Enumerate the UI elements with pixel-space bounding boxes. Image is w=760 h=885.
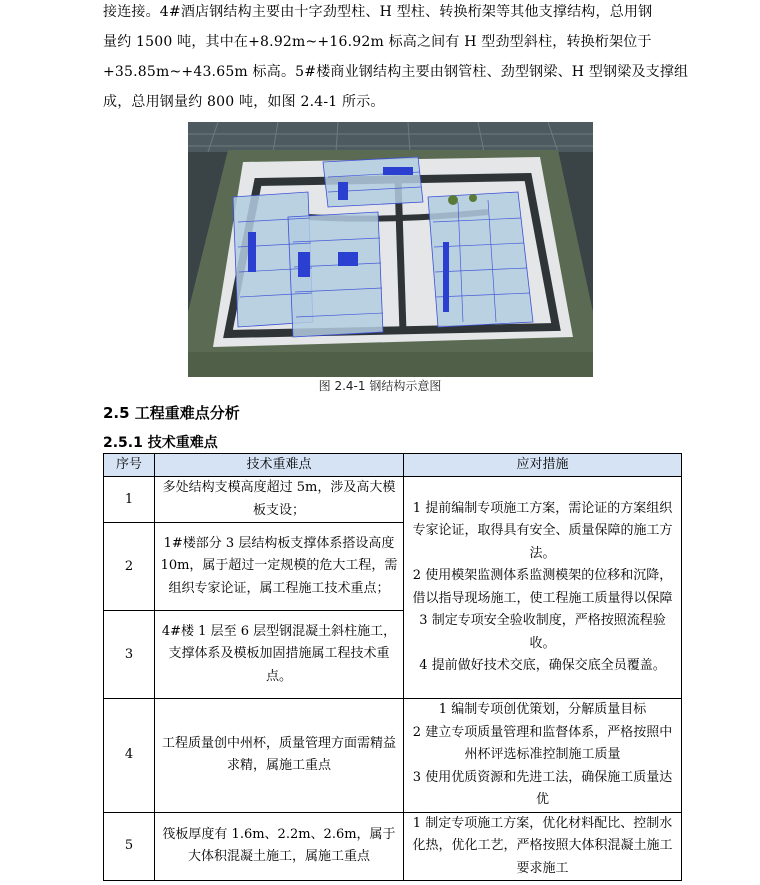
cell-difficulty: 工程质量创中州杯，质量管理方面需精益求精，属施工重点 xyxy=(155,699,404,813)
table-row xyxy=(104,699,682,813)
cell-measure: 1 制定专项施工方案，优化材料配比、控制水化热，优化工艺，严格按照大体积混凝土施工要求施工 xyxy=(404,812,682,881)
table-row xyxy=(104,812,682,881)
cell-no: 5 xyxy=(104,812,155,881)
section-heading: 2.5 工程重难点分析 xyxy=(103,404,240,422)
cell-no: 1 xyxy=(104,477,155,523)
figure-caption: 图 2.4-1 钢结构示意图 xyxy=(318,379,442,393)
cell-no: 3 xyxy=(104,611,155,699)
cell-difficulty: 筏板厚度有 1.6m、2.2m、2.6m，属于大体积混凝土施工，属施工重点 xyxy=(155,812,404,881)
cell-measure: 1 编制专项创优策划，分解质量目标 2 建立专项质量管理和监督体系，严格按照中州杯评选标准控制施工质量 3 使用优质资源和先进工法，确保施工质量达优 xyxy=(404,699,682,813)
cell-difficulty: 多处结构支模高度超过 5m，涉及高大模板支设； xyxy=(155,477,404,523)
difficulty-table xyxy=(103,453,682,881)
cell-difficulty: 1#楼部分 3 层结构板支撑体系搭设高度 10m，属于超过一定规模的危大工程，需组织专家论证，属工程施工技术重点； xyxy=(155,523,404,611)
cell-no: 4 xyxy=(104,699,155,813)
steel-structure-figure xyxy=(188,122,593,377)
header-no: 序号 xyxy=(104,454,155,477)
paragraph-line: 接连接。4#酒店钢结构主要由十字劲型柱、H 型柱、转换桁架等其他支撑结构，总用钢 xyxy=(103,4,653,20)
cell-no: 2 xyxy=(104,523,155,611)
table-header-row xyxy=(104,454,682,477)
subsection-heading: 2.5.1 技术重难点 xyxy=(103,435,218,451)
table-row xyxy=(104,477,682,523)
steel-structure-render xyxy=(188,122,593,377)
paragraph-line: +35.85m~+43.65m 标高。5#楼商业钢结构主要由钢管柱、劲型钢梁、H 型钢梁及支撑组 xyxy=(103,64,689,80)
header-difficulty: 技术重难点 xyxy=(155,454,404,477)
paragraph-line: 量约 1500 吨，其中在+8.92m~+16.92m 标高之间有 H 型劲型斜柱，转换桁架位于 xyxy=(103,34,652,50)
cell-difficulty: 4#楼 1 层至 6 层型钢混凝土斜柱施工，支撑体系及模板加固措施属工程技术重点。 xyxy=(155,611,404,699)
body-paragraph xyxy=(103,0,689,117)
header-measure: 应对措施 xyxy=(404,454,682,477)
paragraph-line: 成，总用钢量约 800 吨，如图 2.4-1 所示。 xyxy=(103,94,385,110)
cell-measure-merged: 1 提前编制专项施工方案，需论证的方案组织专家论证，取得具有安全、质量保障的施工方法。 2 使用模架监测体系监测模架的位移和沉降，借以指导现场施工，使工程施工质量得以保障 3 制定专项安全验收制度，严格按照流程验收。 4 提前做好技术交底，确保交底全员覆盖。 xyxy=(404,477,682,699)
